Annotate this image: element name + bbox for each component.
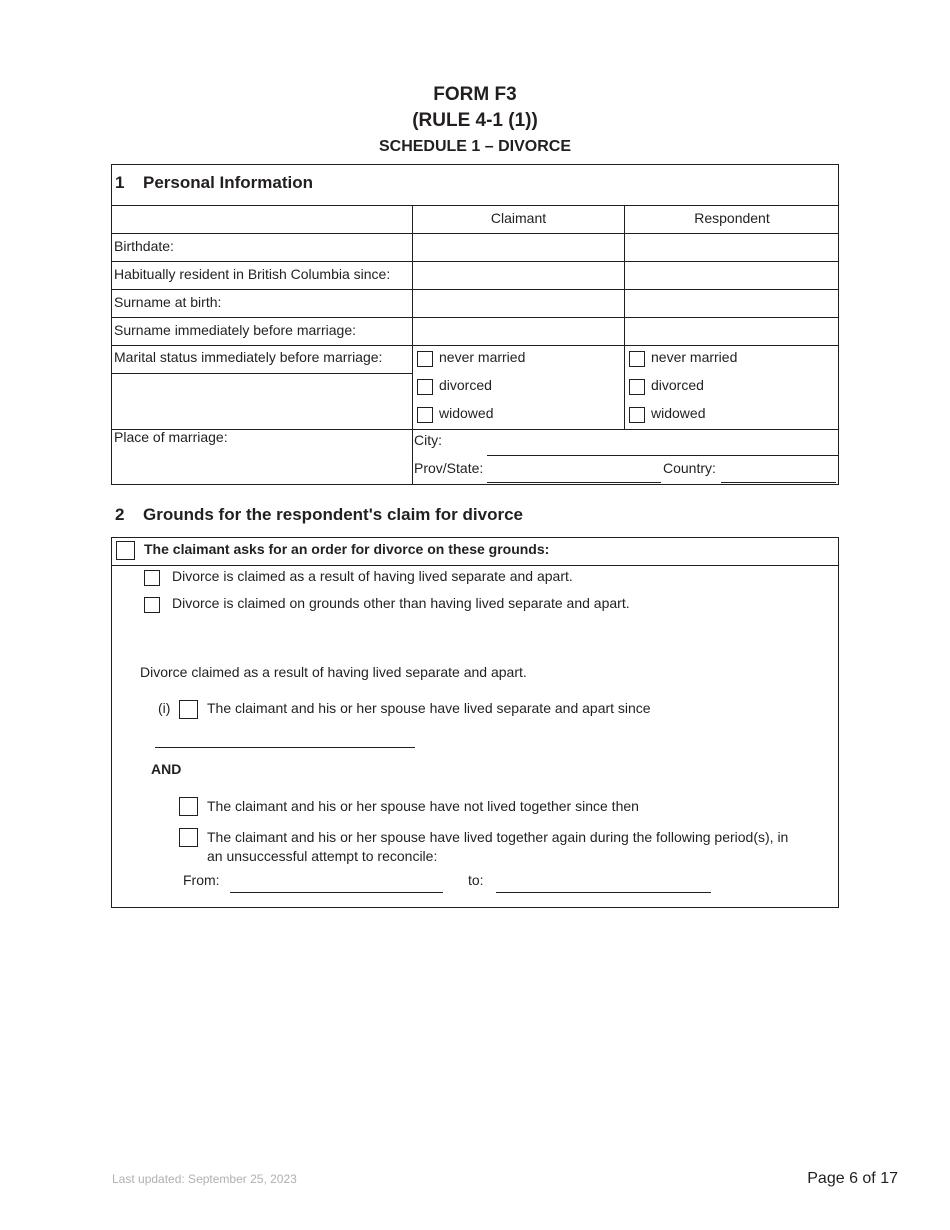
claimant-never-married-checkbox[interactable] xyxy=(417,351,433,367)
claimant-divorced-label: divorced xyxy=(439,377,492,393)
schedule-title: SCHEDULE 1 – DIVORCE xyxy=(378,138,572,155)
to-date-field[interactable] xyxy=(496,892,711,893)
and-label: AND xyxy=(151,761,182,777)
label-birthdate: Birthdate: xyxy=(114,238,174,254)
grounds-header-label: The claimant asks for an order for divorce on these grounds: xyxy=(144,541,550,557)
claimant-birthdate-field[interactable] xyxy=(413,234,624,261)
prov-state-field[interactable] xyxy=(487,482,661,483)
respondent-surname-birth-field[interactable] xyxy=(625,290,838,317)
from-date-field[interactable] xyxy=(230,892,443,893)
respondent-divorced-label: divorced xyxy=(651,377,704,393)
label-city: City: xyxy=(414,432,442,448)
respondent-resident-field[interactable] xyxy=(625,262,838,289)
lived-together-again-label: The claimant and his or her spouse have lived together again during the following period(s), in xyxy=(207,829,789,845)
claimant-resident-field[interactable] xyxy=(413,262,624,289)
respondent-widowed-label: widowed xyxy=(651,405,706,421)
last-updated: Last updated: September 25, 2023 xyxy=(112,1172,297,1186)
claimant-widowed-checkbox[interactable] xyxy=(417,407,433,423)
column-claimant: Claimant xyxy=(490,210,547,226)
form-rule: (RULE 4-1 (1)) xyxy=(412,110,538,131)
not-lived-together-label: The claimant and his or her spouse have not lived together since then xyxy=(207,798,639,814)
respondent-surname-before-field[interactable] xyxy=(625,318,838,345)
respondent-never-married-checkbox[interactable] xyxy=(629,351,645,367)
label-country: Country: xyxy=(663,460,716,476)
lived-separate-since-checkbox[interactable] xyxy=(179,700,198,719)
section2-number: 2 xyxy=(115,505,125,524)
row-divider xyxy=(111,373,413,374)
claimant-widowed-label: widowed xyxy=(439,405,494,421)
respondent-divorced-checkbox[interactable] xyxy=(629,379,645,395)
claimant-surname-before-field[interactable] xyxy=(413,318,624,345)
label-prov-state: Prov/State: xyxy=(414,460,484,476)
claimant-asks-checkbox[interactable] xyxy=(116,541,135,560)
form-number: FORM F3 xyxy=(433,84,517,105)
row-divider xyxy=(111,345,839,346)
lived-together-again-checkbox[interactable] xyxy=(179,828,198,847)
label-resident-since: Habitually resident in British Columbia since: xyxy=(114,266,391,282)
respondent-widowed-checkbox[interactable] xyxy=(629,407,645,423)
column-respondent: Respondent xyxy=(694,210,770,226)
label-place-of-marriage: Place of marriage: xyxy=(114,429,228,445)
item-i-marker: (i) xyxy=(158,700,171,716)
row-divider xyxy=(111,205,839,206)
label-surname-birth: Surname at birth: xyxy=(114,294,222,310)
not-lived-together-checkbox[interactable] xyxy=(179,797,198,816)
separate-apart-checkbox[interactable] xyxy=(144,570,160,586)
city-field[interactable] xyxy=(487,455,838,456)
lived-separate-since-label: The claimant and his or her spouse have lived separate and apart since xyxy=(207,700,651,716)
claimant-surname-birth-field[interactable] xyxy=(413,290,624,317)
claimant-divorced-checkbox[interactable] xyxy=(417,379,433,395)
country-field[interactable] xyxy=(721,482,836,483)
section1-number: 1 xyxy=(115,173,125,192)
page-number: Page 6 of 17 xyxy=(807,1170,898,1187)
label-surname-before-marriage: Surname immediately before marriage: xyxy=(114,322,356,338)
label-marital-status: Marital status immediately before marriage: xyxy=(114,349,383,365)
claimant-never-married-label: never married xyxy=(439,349,526,365)
respondent-birthdate-field[interactable] xyxy=(625,234,838,261)
other-grounds-checkbox[interactable] xyxy=(144,597,160,613)
separate-since-date-field[interactable] xyxy=(155,747,415,748)
lived-together-again-label-cont: an unsuccessful attempt to reconcile: xyxy=(207,848,438,864)
to-label: to: xyxy=(468,872,484,888)
separate-apart-label: Divorce is claimed as a result of having lived separate and apart. xyxy=(172,568,573,584)
from-label: From: xyxy=(183,872,220,888)
section1-title: Personal Information xyxy=(143,173,314,192)
separate-apart-subheading: Divorce claimed as a result of having lived separate and apart. xyxy=(140,664,527,680)
grounds-header-divider xyxy=(111,565,839,566)
respondent-never-married-label: never married xyxy=(651,349,738,365)
other-grounds-label: Divorce is claimed on grounds other than having lived separate and apart. xyxy=(172,595,630,611)
section2-title: Grounds for the respondent's claim for divorce xyxy=(143,505,523,524)
